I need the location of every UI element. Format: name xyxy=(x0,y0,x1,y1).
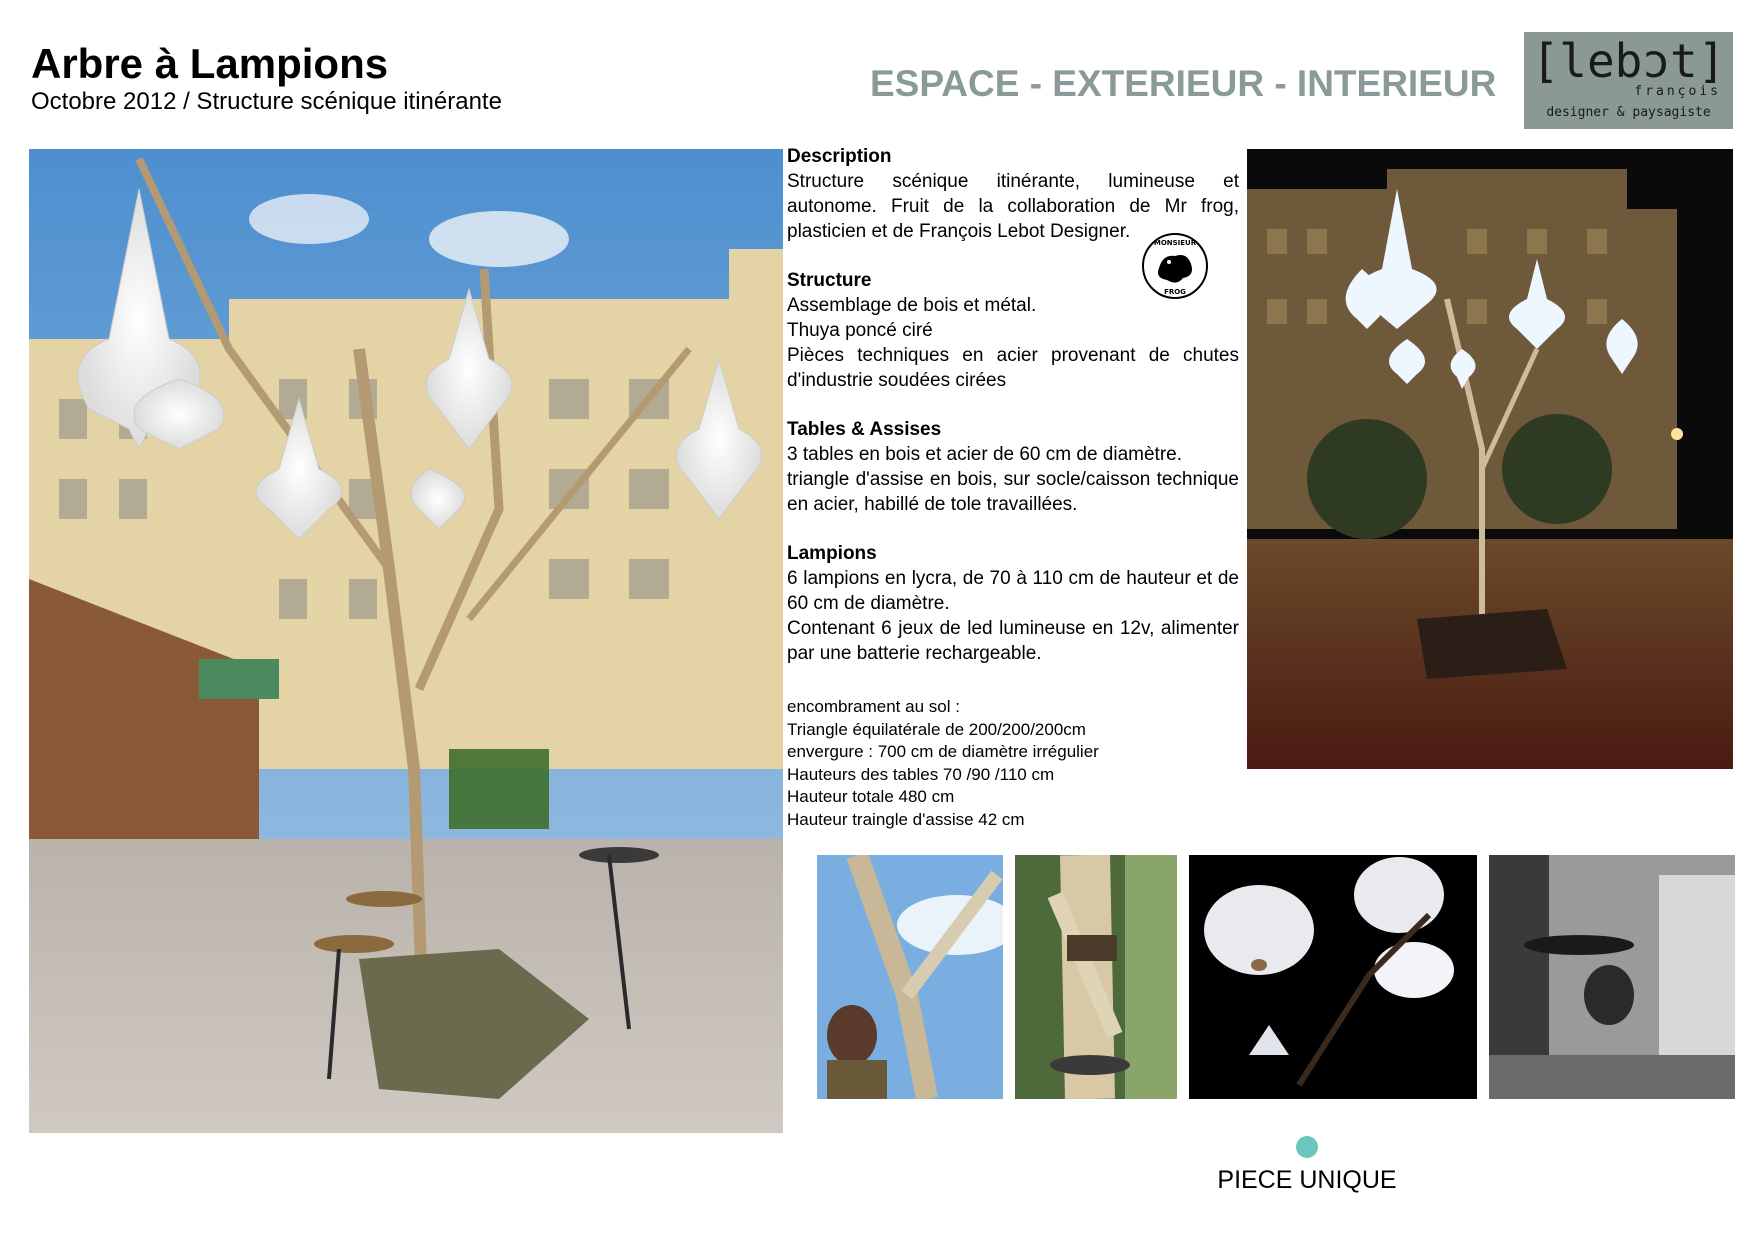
structure-line: Pièces techniques en acier provenant de chutes d'industrie soudées cirées xyxy=(787,345,1239,391)
main-photo-day xyxy=(29,149,783,1133)
main-photo-night xyxy=(1247,149,1733,769)
stamp-text-bottom: FROG xyxy=(1164,288,1186,296)
spec-line: Triangle équilatérale de 200/200/200cm xyxy=(787,719,1086,739)
spec-line: envergure : 700 cm de diamètre irrégulier xyxy=(787,742,1099,761)
description-text: Structure scénique itinérante, lumineuse et autonome. Fruit de la collaboration de Mr frog, plasticien et de François Lebot Designer. xyxy=(787,171,1239,242)
lampions-title: Lampions xyxy=(787,543,877,564)
spec-line: Hauteur traingle d'assise 42 cm xyxy=(787,809,1025,829)
tagline: ESPACE - EXTERIEUR - INTERIEUR xyxy=(870,63,1497,104)
logo-wordmark: [lebɔt] xyxy=(1531,34,1726,88)
spec-line: encombrament au sol : xyxy=(787,697,960,716)
thumb-photo-branch-worker xyxy=(817,855,1003,1099)
page-title: Arbre à Lampions xyxy=(31,40,389,87)
logo-role: designer & paysagiste xyxy=(1546,105,1711,120)
lampions-line: Contenant 6 jeux de led lumineuse en 12v, alimenter par une batterie rechargeable. xyxy=(787,618,1239,664)
page-subtitle: Octobre 2012 / Structure scénique itinérante xyxy=(31,88,502,115)
structure-title: Structure xyxy=(787,270,872,291)
tables-line: 3 tables en bois et acier de 60 cm de diamètre. xyxy=(787,444,1183,465)
lampions-line: 6 lampions en lycra, de 70 à 110 cm de hauteur et de 60 cm de diamètre. xyxy=(787,568,1239,614)
tables-line: triangle d'assise en bois, sur socle/caisson technique en acier, habillé de tole travaillées. xyxy=(787,469,1239,515)
logo-first-name: françois xyxy=(1634,84,1721,99)
status-dot xyxy=(1296,1136,1318,1158)
tables-title: Tables & Assises xyxy=(787,419,942,440)
specs-list xyxy=(787,696,1239,831)
stamp-text-top: MONSIEUR xyxy=(1153,239,1197,247)
description-title: Description xyxy=(787,146,892,167)
piece-unique-label: PIECE UNIQUE xyxy=(1217,1166,1397,1194)
thumb-photo-workshop-bw xyxy=(1489,855,1735,1099)
monsieur-frog-stamp xyxy=(1141,232,1209,300)
structure-line: Thuya poncé ciré xyxy=(787,320,933,341)
thumb-photo-lampions-night xyxy=(1189,855,1477,1099)
structure-line: Assemblage de bois et métal. xyxy=(787,295,1037,316)
thumb-photo-trunk-detail xyxy=(1015,855,1177,1099)
spec-line: Hauteur totale 480 cm xyxy=(787,787,955,806)
brand-logo xyxy=(1524,32,1733,129)
spec-line: Hauteurs des tables 70 /90 /110 cm xyxy=(787,764,1055,784)
